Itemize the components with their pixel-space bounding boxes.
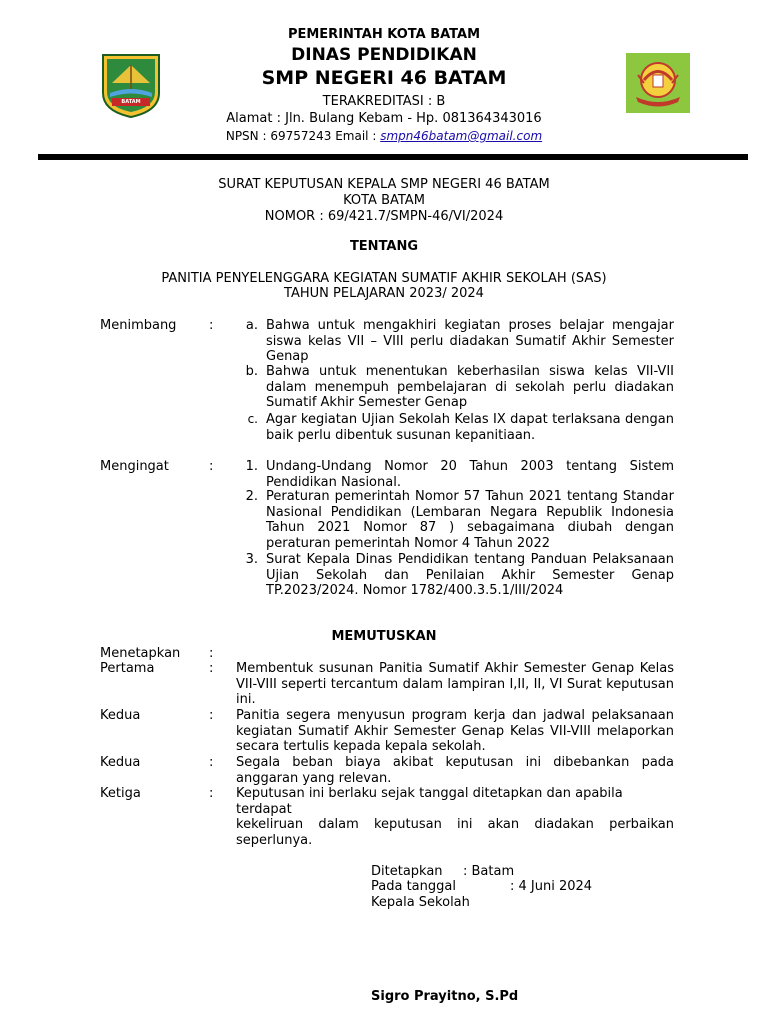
signature-position: Kepala Sekolah xyxy=(371,895,470,910)
place-value: : Batam xyxy=(463,864,515,879)
school-name: SMP NEGERI 46 BATAM xyxy=(261,67,507,89)
mengingat-label: Mengingat xyxy=(100,459,169,474)
left-logo-text: BATAM xyxy=(121,99,141,105)
decision-text-b: kekeliruan dalam keputusan ini akan diadakan perbaikan seperlunya. xyxy=(236,817,674,848)
email-link[interactable]: smpn46batam@gmail.com xyxy=(380,129,543,143)
decision-colon: : xyxy=(209,786,214,801)
item-marker: b. xyxy=(245,364,258,379)
menetapkan-colon: : xyxy=(209,646,214,661)
npsn-label: NPSN : 69757243 Email : xyxy=(225,129,377,143)
item-marker: 2. xyxy=(245,489,258,504)
decree-city: KOTA BATAM xyxy=(343,193,425,208)
header-line1: PEMERINTAH KOTA BATAM xyxy=(287,27,481,42)
decision-colon: : xyxy=(209,755,214,770)
memutuskan-heading: MEMUTUSKAN xyxy=(331,629,437,644)
address: Alamat : Jln. Bulang Kebam - Hp. 081364343016 xyxy=(226,111,542,126)
decision-label: Kedua xyxy=(100,755,141,770)
item-text: Bahwa untuk mengakhiri kegiatan proses belajar mengajar siswa kelas VII – VIII perlu diadakan Sumatif Akhir Semester Genap xyxy=(266,318,674,365)
decision-text: Panitia segera menyusun program kerja dan jadwal pelaksanaan kegiatan Sumatif Akhir Semester Genap Kelas VII-VIII melaporkan secara tertulis kepada kepala sekolah. xyxy=(236,708,674,755)
subject-line1: PANITIA PENYELENGGARA KEGIATAN SUMATIF AKHIR SEKOLAH (SAS) xyxy=(161,271,607,286)
decision-label: Kedua xyxy=(100,708,141,723)
item-text: Bahwa untuk menentukan keberhasilan siswa kelas VII-VII dalam menempuh pembelajaran di sekolah perlu diadakan Sumatif Akhir Semester Genap xyxy=(266,364,674,411)
npsn-email-line xyxy=(0,129,768,144)
item-text: Undang-Undang Nomor 20 Tahun 2003 tentang Sistem Pendidikan Nasional. xyxy=(266,459,674,490)
decision-text: Segala beban biaya akibat keputusan ini dibebankan pada anggaran yang relevan. xyxy=(236,755,674,786)
item-marker: c. xyxy=(247,412,258,426)
item-text: Peraturan pemerintah Nomor 57 Tahun 2021 tentang Standar Nasional Pendidikan (Lembaran Negara Republik Indonesia Tahun 2021 Nomor 87 ) sebagaimana diubah dengan peraturan pemerintah Nomor 4 Tahun 2022 xyxy=(266,489,674,551)
decision-colon: : xyxy=(209,708,214,723)
item-text: Agar kegiatan Ujian Sekolah Kelas IX dapat terlaksana dengan baik perlu dibentuk susunan kepanitiaan. xyxy=(266,412,674,443)
decision-label: Pertama xyxy=(100,661,155,676)
place-label: Ditetapkan xyxy=(371,864,443,879)
signature-place xyxy=(371,864,671,880)
item-marker: a. xyxy=(245,318,258,333)
header-line2: DINAS PENDIDIKAN xyxy=(291,45,477,65)
menimbang-label: Menimbang xyxy=(100,318,177,333)
signature-date xyxy=(371,879,671,895)
item-marker: 1. xyxy=(245,459,258,474)
menimbang-colon: : xyxy=(209,318,214,333)
decision-label: Ketiga xyxy=(100,786,141,801)
item-marker: 3. xyxy=(245,552,258,567)
decision-text-a: Keputusan ini berlaku sejak tanggal ditetapkan dan apabila terdapat xyxy=(236,786,623,817)
date-value: : 4 Juni 2024 xyxy=(510,879,593,894)
decision-colon: : xyxy=(209,661,214,676)
subject-line2: TAHUN PELAJARAN 2023/ 2024 xyxy=(284,286,484,301)
decision-text: Membentuk susunan Panitia Sumatif Akhir Semester Genap Kelas VII-VIII seperti tercantum dalam lampiran I,II, II, VI Surat keputusan ini. xyxy=(236,661,674,708)
header-divider xyxy=(38,154,748,160)
signatory-name: Sigro Prayitno, S.Pd xyxy=(371,989,519,1004)
decree-title: SURAT KEPUTUSAN KEPALA SMP NEGERI 46 BATAM xyxy=(218,177,550,192)
item-text: Surat Kepala Dinas Pendidikan tentang Panduan Pelaksanaan Ujian Sekolah dan Penilaian Akhir Semester Genap TP.2023/2024. Nomor 1782/400.3.5.1/III/2024 xyxy=(266,552,674,599)
tentang-heading: TENTANG xyxy=(349,239,419,254)
menetapkan-label: Menetapkan xyxy=(100,646,181,661)
mengingat-colon: : xyxy=(209,459,214,474)
date-label: Pada tanggal xyxy=(371,879,456,894)
decree-number: NOMOR : 69/421.7/SMPN-46/VI/2024 xyxy=(264,209,504,224)
accreditation: TERAKREDITASI : B xyxy=(322,94,446,109)
